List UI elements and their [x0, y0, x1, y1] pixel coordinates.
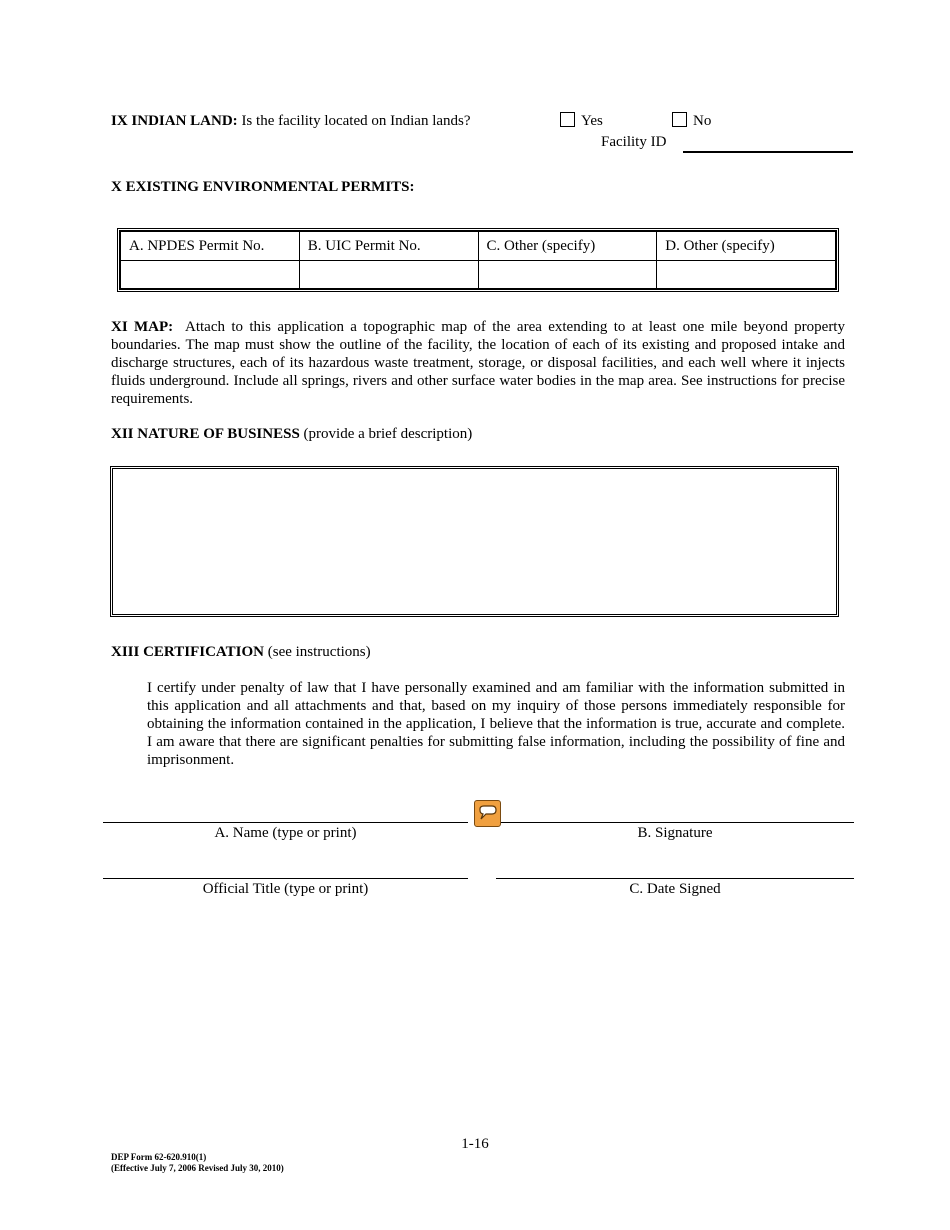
indian-land-heading: IX INDIAN LAND:	[111, 113, 238, 129]
signature-label: B. Signature	[637, 825, 713, 841]
uic-permit-header: B. UIC Permit No.	[299, 232, 478, 261]
signature-field[interactable]	[496, 822, 854, 823]
date-signed-field[interactable]	[496, 878, 854, 879]
business-heading: XII NATURE OF BUSINESS	[111, 426, 300, 442]
other-permit-d-header: D. Other (specify)	[657, 232, 836, 261]
indian-land-question	[111, 112, 471, 130]
permits-table	[117, 228, 839, 292]
other-permit-d-field[interactable]	[657, 261, 836, 289]
form-number: DEP Form 62-620.910(1)	[111, 1152, 207, 1162]
speech-bubble-icon	[475, 801, 500, 826]
comment-note-icon[interactable]	[474, 800, 501, 827]
certification-statement: I certify under penalty of law that I have personally examined and am familiar with the information submitted in this application and all attachments and that, based on my inquiry of those persons immediately responsible for obtaining the information contained in the application, I believe that the information is true, accurate and complete. I am aware that there are significant penalties for submitting false information, including the possibility of fine and imprisonment.	[147, 680, 845, 768]
indian-land-no-option[interactable]	[672, 112, 711, 130]
certification-subheading: (see instructions)	[267, 644, 371, 660]
map-instructions: Attach to this application a topographic map of the area extending to at least one mile beyond property boundaries. The map must show the outline of the facility, the location of each of its existing and proposed intake and discharge structures, each of its hazardous waste treatment, storage, or disposal facilities, and each well where it injects fluids underground. Include all springs, rivers and other surface water bodies in the map area. See instructions for precise requirements.	[111, 319, 845, 407]
map-heading: XI MAP:	[111, 319, 174, 335]
npdes-permit-field[interactable]	[121, 261, 300, 289]
other-permit-c-field[interactable]	[478, 261, 657, 289]
name-label: A. Name (type or print)	[214, 825, 357, 841]
map-section	[111, 318, 845, 408]
business-subheading: (provide a brief description)	[303, 426, 473, 442]
indian-land-question-text: Is the facility located on Indian lands?	[241, 113, 471, 129]
indian-land-yes-option[interactable]	[560, 112, 603, 130]
permits-heading: X EXISTING ENVIRONMENTAL PERMITS:	[111, 179, 415, 195]
uic-permit-field[interactable]	[299, 261, 478, 289]
form-effective-date: (Effective July 7, 2006 Revised July 30, 2010)	[111, 1163, 284, 1173]
facility-id-label: Facility ID	[601, 134, 667, 150]
certification-heading-line	[111, 643, 371, 661]
yes-checkbox[interactable]	[560, 112, 575, 127]
no-checkbox[interactable]	[672, 112, 687, 127]
form-footer	[111, 1152, 284, 1174]
npdes-permit-header: A. NPDES Permit No.	[121, 232, 300, 261]
business-description-box[interactable]	[110, 466, 839, 617]
certification-heading: XIII CERTIFICATION	[111, 644, 264, 660]
facility-id-field[interactable]	[683, 151, 853, 153]
official-title-label: Official Title (type or print)	[202, 881, 369, 897]
page-number: 1-16	[461, 1136, 489, 1152]
name-field[interactable]	[103, 822, 468, 823]
official-title-field[interactable]	[103, 878, 468, 879]
date-signed-label: C. Date Signed	[629, 881, 721, 897]
other-permit-c-header: C. Other (specify)	[478, 232, 657, 261]
no-label: No	[693, 113, 712, 129]
business-heading-line	[111, 425, 472, 443]
yes-label: Yes	[581, 113, 603, 129]
